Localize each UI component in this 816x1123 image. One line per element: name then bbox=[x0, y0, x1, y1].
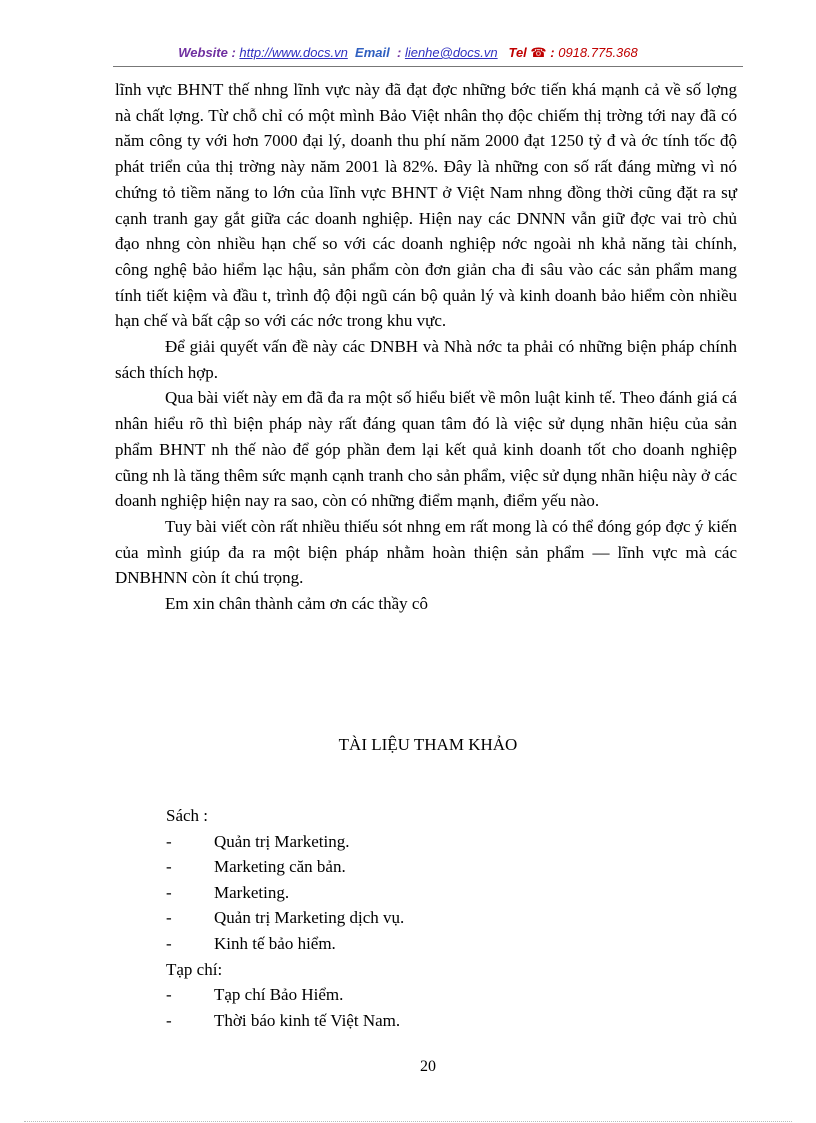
list-item bbox=[166, 1008, 404, 1034]
list-dash: - bbox=[166, 882, 172, 902]
list-dash: - bbox=[166, 908, 172, 928]
paragraph-5: Em xin chân thành cảm ơn các thầy cô bbox=[165, 594, 428, 614]
list-dash: - bbox=[166, 985, 172, 1005]
phone-icon: ☎ bbox=[530, 45, 547, 60]
journal-title: Tạp chí Bảo Hiểm. bbox=[214, 985, 344, 1005]
list-dash: - bbox=[166, 933, 172, 953]
body-text bbox=[115, 77, 737, 617]
email-separator: : bbox=[396, 45, 402, 60]
list-dash: - bbox=[166, 1010, 172, 1030]
list-item bbox=[166, 854, 404, 880]
references-list bbox=[166, 803, 404, 1033]
list-item bbox=[166, 829, 404, 855]
references-title: TÀI LIỆU THAM KHẢO bbox=[338, 735, 518, 754]
page-number: 20 bbox=[420, 1058, 436, 1075]
book-title: Kinh tế bảo hiểm. bbox=[214, 933, 336, 953]
footer-divider bbox=[24, 1121, 792, 1122]
phone-number: 0918.775.368 bbox=[558, 45, 638, 60]
list-item bbox=[166, 880, 404, 906]
book-title: Quản trị Marketing dịch vụ. bbox=[214, 908, 405, 928]
page-header bbox=[0, 45, 816, 61]
email-link[interactable]: lienhe@docs.vn bbox=[404, 45, 498, 60]
paragraph-2: Để giải quyết vấn đề này các DNBH và Nhà nớc ta phải có những biện pháp chính sách thích hợp. bbox=[115, 337, 737, 382]
books-label: Sách : bbox=[166, 806, 209, 825]
list-item bbox=[166, 931, 404, 957]
header-divider bbox=[113, 66, 743, 67]
phone-separator: : bbox=[550, 45, 555, 60]
book-title: Marketing căn bản. bbox=[214, 857, 346, 877]
journals-label: Tạp chí: bbox=[166, 959, 223, 979]
list-dash: - bbox=[166, 831, 172, 851]
email-label: Email bbox=[355, 45, 390, 60]
list-dash: - bbox=[166, 857, 172, 877]
book-title: Marketing. bbox=[214, 882, 290, 902]
list-item bbox=[166, 982, 404, 1008]
journal-title: Thời báo kinh tế Việt Nam. bbox=[214, 1010, 401, 1030]
website-link[interactable]: http://www.docs.vn bbox=[239, 45, 348, 60]
list-item bbox=[166, 905, 404, 931]
website-label: Website : bbox=[178, 45, 236, 60]
paragraph-4: Tuy bài viết còn rất nhiều thiếu sót nhng em rất mong là có thể đóng góp đợc ý kiến của mình giúp đa ra một biện pháp nhằm hoàn thiện sản phẩm — lĩnh vực mà các DNBHNN còn ít chú trọng. bbox=[115, 516, 737, 588]
tel-label: Tel bbox=[508, 45, 527, 60]
paragraph-3: Qua bài viết này em đã đa ra một số hiểu biết về môn luật kinh tế. Theo đánh giá cá nhân hiểu rõ thì biện pháp này rất đáng quan tâm đó là việc sử dụng nhãn hiệu của sản phẩm BHNT nh thế nào để góp phần đem lại kết quả kinh doanh tốt cho doanh nghiệp cũng nh là tăng thêm sức mạnh cạnh tranh cho sản phẩm, việc sử dụng nhãn hiệu này ở các doanh nghiệp hiện nay ra sao, còn có những điểm mạnh, điểm yếu nào. bbox=[115, 388, 737, 511]
paragraph-1: lĩnh vực BHNT thế nhng lĩnh vực này đã đạt đợc những bớc tiến khá mạnh cả về số lợng nà chất lợng. Từ chỗ chỉ có một mình Bảo Việt nhân thọ độc chiếm thị trờng tới nay đã có năm công ty với hơn 7000 đại lý, doanh thu phí năm 2000 đạt 1250 tỷ đ và ớc tính tốc độ phát triển của thị trờng này năm 2001 là 82%. Đây là những con số rất đáng mừng vì nó chứng tỏ tiềm năng to lớn của lĩnh vực BHNT ở Việt Nam nhng đồng thời cũng đặt ra sự cạnh tranh gay gắt giữa các doanh nghiệp. Hiện nay các DNNN vẫn giữ đợc vai trò chủ đạo nhng còn nhiều hạn chế so với các doanh nghiệp nớc ngoài nh khả năng tài chính, công nghệ bảo hiểm lạc hậu, sản phẩm còn đơn giản cha đi sâu vào các sản phẩm mang tính tiết kiệm và đầu t, trình độ đội ngũ cán bộ quản lý và kinh doanh bảo hiểm còn nhiều hạn chế và bất cập so với các nớc trong khu vực. bbox=[115, 80, 737, 331]
book-title: Quản trị Marketing. bbox=[214, 831, 350, 851]
